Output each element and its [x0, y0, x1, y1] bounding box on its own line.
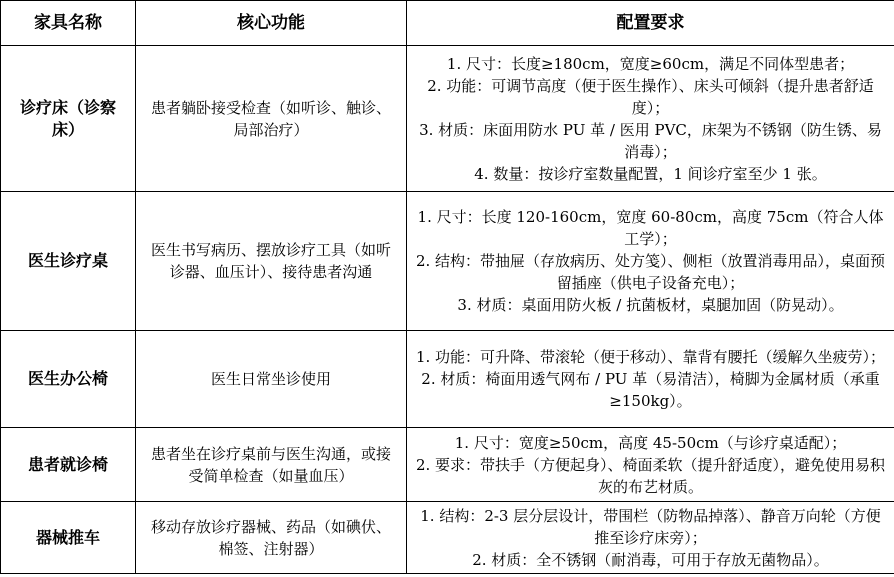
table-row: [1, 502, 894, 574]
table-row: [1, 331, 894, 428]
requirement-item: 1. 尺寸：长度≥180cm，宽度≥60cm，满足不同体型患者；: [446, 54, 855, 73]
requirement-item: 3. 材质：床面用防水 PU 革 / 医用 PVC，床架为不锈钢（防生锈、易消毒）；: [419, 120, 882, 161]
header-requirements: 配置要求: [407, 1, 894, 46]
core-function: 患者坐在诊疗桌前与医生沟通，或接受简单检查（如量血压）: [136, 428, 407, 502]
core-function: 医生日常坐诊使用: [136, 331, 407, 428]
table-row: [1, 428, 894, 502]
core-function: 移动存放诊疗器械、药品（如碘伏、棉签、注射器）: [136, 502, 407, 574]
requirement-item: 1. 结构：2-3 层分层设计，带围栏（防物品掉落）、静音万向轮（方便推至诊疗床旁）；: [420, 506, 881, 547]
requirement-item: 2. 要求：带扶手（方便起身）、椅面柔软（提升舒适度），避免使用易积灰的布艺材质。: [415, 455, 886, 496]
furniture-name: 医生诊疗桌: [1, 192, 136, 331]
core-function: 患者躺卧接受检查（如听诊、触诊、局部治疗）: [136, 46, 407, 192]
requirement-item: 2. 材质：椅面用透气网布 / PU 革（易清洁），椅脚为金属材质（承重≥150kg）。: [421, 370, 880, 410]
requirement-item: 1. 尺寸：长度 120-160cm，宽度 60-80cm，高度 75cm（符合人体工学）；: [417, 208, 884, 248]
table-row: [1, 46, 894, 192]
requirements-cell: [407, 46, 894, 192]
table-row: [1, 192, 894, 331]
requirements-cell: [407, 428, 894, 502]
header-row: [1, 1, 894, 46]
header-name: 家具名称: [1, 1, 136, 46]
header-function: 核心功能: [136, 1, 407, 46]
requirement-item: 2. 功能：可调节高度（便于医生操作）、床头可倾斜（提升患者舒适度）；: [427, 76, 874, 117]
requirement-item: 1. 功能：可升降、带滚轮（便于移动）、靠背有腰托（缓解久坐疲劳）；: [415, 348, 886, 366]
requirements-cell: [407, 502, 894, 574]
furniture-name: 诊疗床（诊察床）: [1, 46, 136, 192]
requirement-item: 2. 材质：全不锈钢（耐消毒，可用于存放无菌物品）。: [472, 550, 829, 569]
furniture-name: 医生办公椅: [1, 331, 136, 428]
core-function: 医生书写病历、摆放诊疗工具（如听诊器、血压计）、接待患者沟通: [136, 192, 407, 331]
requirement-item: 2. 结构：带抽屉（存放病历、处方笺）、侧柜（放置消毒用品），桌面预留插座（供电子设备充电）；: [415, 252, 886, 292]
requirement-item: 1. 尺寸：宽度≥50cm，高度 45-50cm（与诊疗桌适配）；: [454, 433, 847, 452]
furniture-name: 患者就诊椅: [1, 428, 136, 502]
furniture-name: 器械推车: [1, 502, 136, 574]
requirements-cell: [407, 192, 894, 331]
requirement-item: 4. 数量：按诊疗室数量配置，1 间诊疗室至少 1 张。: [474, 164, 827, 183]
requirements-cell: [407, 331, 894, 428]
requirement-item: 3. 材质：桌面用防火板 / 抗菌板材，桌腿加固（防晃动）。: [457, 296, 844, 314]
